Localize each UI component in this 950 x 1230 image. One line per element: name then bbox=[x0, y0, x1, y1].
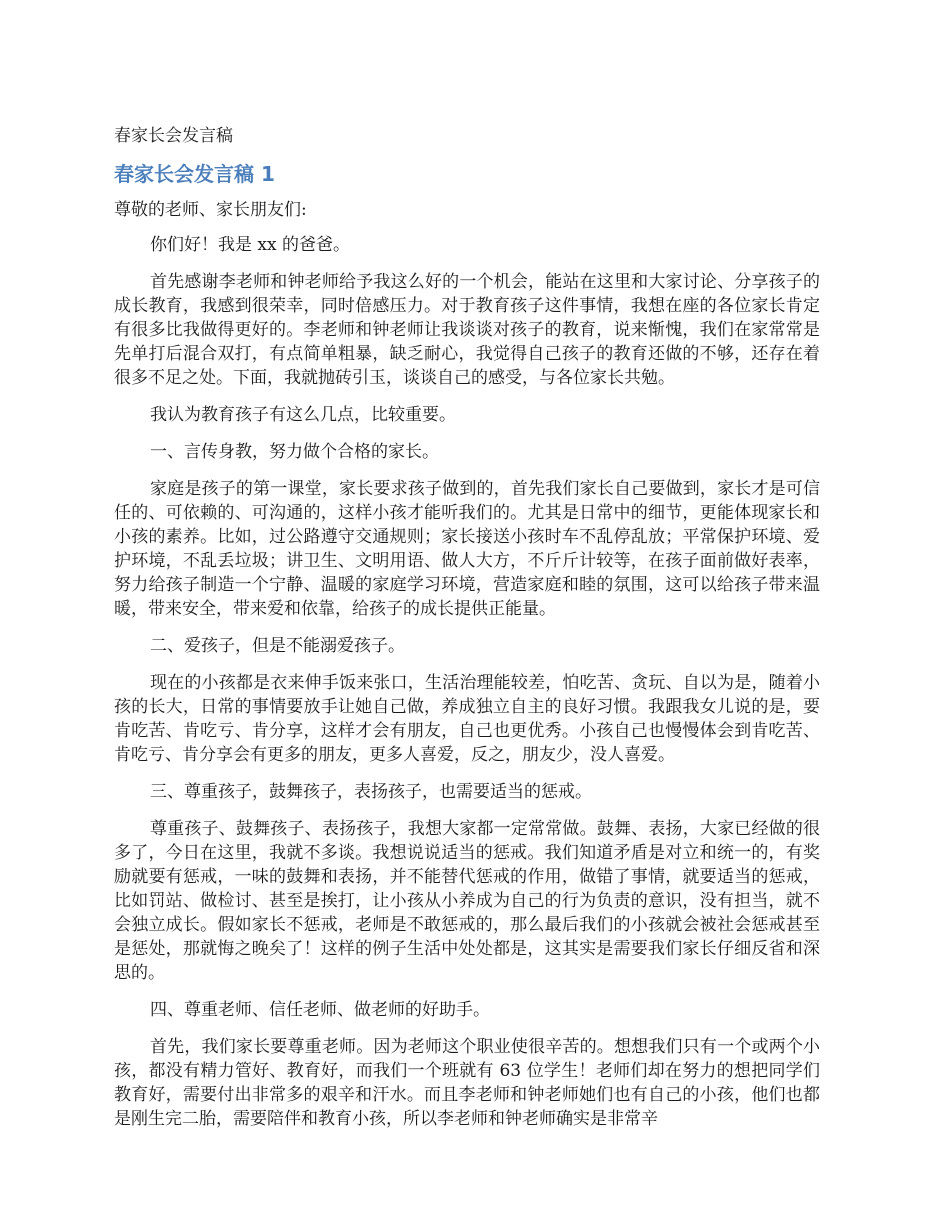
point-heading-2: 二、爱孩子，但是不能溺爱孩子。 bbox=[150, 636, 405, 656]
point-heading-1: 一、言传身教，努力做个合格的家长。 bbox=[150, 442, 439, 462]
paragraph-point-2: 现在的小孩都是衣来伸手饭来张口，生活治理能较差，怕吃苦、贪玩、自以为是，随着小孩的长大，日常的事情要放手让她自己做，养成独立自主的良好习惯。我跟我女儿说的是，要肯吃苦、肯吃亏、肯分享，这样才会有朋友，自己也更优秀。小孩自己也慢慢体会到肯吃苦、肯吃亏、肯分享会有更多的朋友，更多人喜爱，反之，朋友少，没人喜爱。 bbox=[114, 673, 820, 765]
paragraph-point-4: 首先，我们家长要尊重老师。因为老师这个职业使很辛苦的。想想我们只有一个或两个小孩，都没有精力管好、教育好，而我们一个班就有 63 位学生！老师们却在努力的想把同学们教育好，需要付出非常多的艰辛和汗水。而且李老师和钟老师她们也有自己的小孩，他们也都是刚生完二胎，需要陪伴和教育小孩，所以李老师和钟老师确实是非常辛 bbox=[114, 1037, 820, 1129]
document-title: 春家长会发言稿 bbox=[114, 126, 233, 146]
salutation: 尊敬的老师、家长朋友们: bbox=[114, 200, 307, 220]
paragraph-point-3: 尊重孩子、鼓舞孩子、表扬孩子，我想大家都一定常常做。鼓舞、表扬，大家已经做的很多了，今日在这里，我就不多谈。我想说说适当的惩戒。我们知道矛盾是对立和统一的，有奖励就要有惩戒，一味的鼓舞和表扬，并不能替代惩戒的作用，做错了事情，就要适当的惩戒，比如罚站、做检讨、甚至是挨打，让小孩从小养成为自己的行为负责的意识，没有担当，就不会独立成长。假如家长不惩戒，老师是不敢惩戒的，那么最后我们的小孩就会被社会惩戒甚至是惩处，那就悔之晚矣了！这样的例子生活中处处都是，这其实是需要我们家长仔细反省和深思的。 bbox=[114, 819, 820, 983]
paragraph-point-1: 家庭是孩子的第一课堂，家长要求孩子做到的，首先我们家长自己要做到，家长才是可信任的、可依赖的、可沟通的，这样小孩才能听我们的。尤其是日常中的细节，更能体现家长和小孩的素养。比如，过公路遵守交通规则；家长接送小孩时车不乱停乱放；平常保护环境、爱护环境，不乱丢垃圾；讲卫生、文明用语、做人大方，不斤斤计较等，在孩子面前做好表率，努力给孩子制造一个宁静、温暖的家庭学习环境，营造家庭和睦的氛围，这可以给孩子带来温暖，带来安全，带来爱和依靠，给孩子的成长提供正能量。 bbox=[114, 479, 820, 619]
point-heading-3: 三、尊重孩子，鼓舞孩子，表扬孩子，也需要适当的惩戒。 bbox=[150, 782, 592, 802]
point-heading-4: 四、尊重老师、信任老师、做老师的好助手。 bbox=[150, 1000, 490, 1020]
section-heading: 春家长会发言稿 1 bbox=[114, 162, 275, 186]
paragraph-intro: 首先感谢李老师和钟老师给予我这么好的一个机会，能站在这里和大家讨论、分享孩子的成长教育，我感到很荣幸，同时倍感压力。对于教育孩子这件事情，我想在座的各位家长肯定有很多比我做得更好的。李老师和钟老师让我谈谈对孩子的教育，说来惭愧，我们在家常常是先单打后混合双打，有点简单粗暴，缺乏耐心，我觉得自己孩子的教育还做的不够，还存在着很多不足之处。下面，我就抛砖引玉，谈谈自己的感受，与各位家长共勉。 bbox=[114, 272, 820, 388]
paragraph-points-intro: 我认为教育孩子有这么几点，比较重要。 bbox=[150, 405, 456, 425]
paragraph-greeting: 你们好！我是 xx 的爸爸。 bbox=[150, 235, 350, 255]
